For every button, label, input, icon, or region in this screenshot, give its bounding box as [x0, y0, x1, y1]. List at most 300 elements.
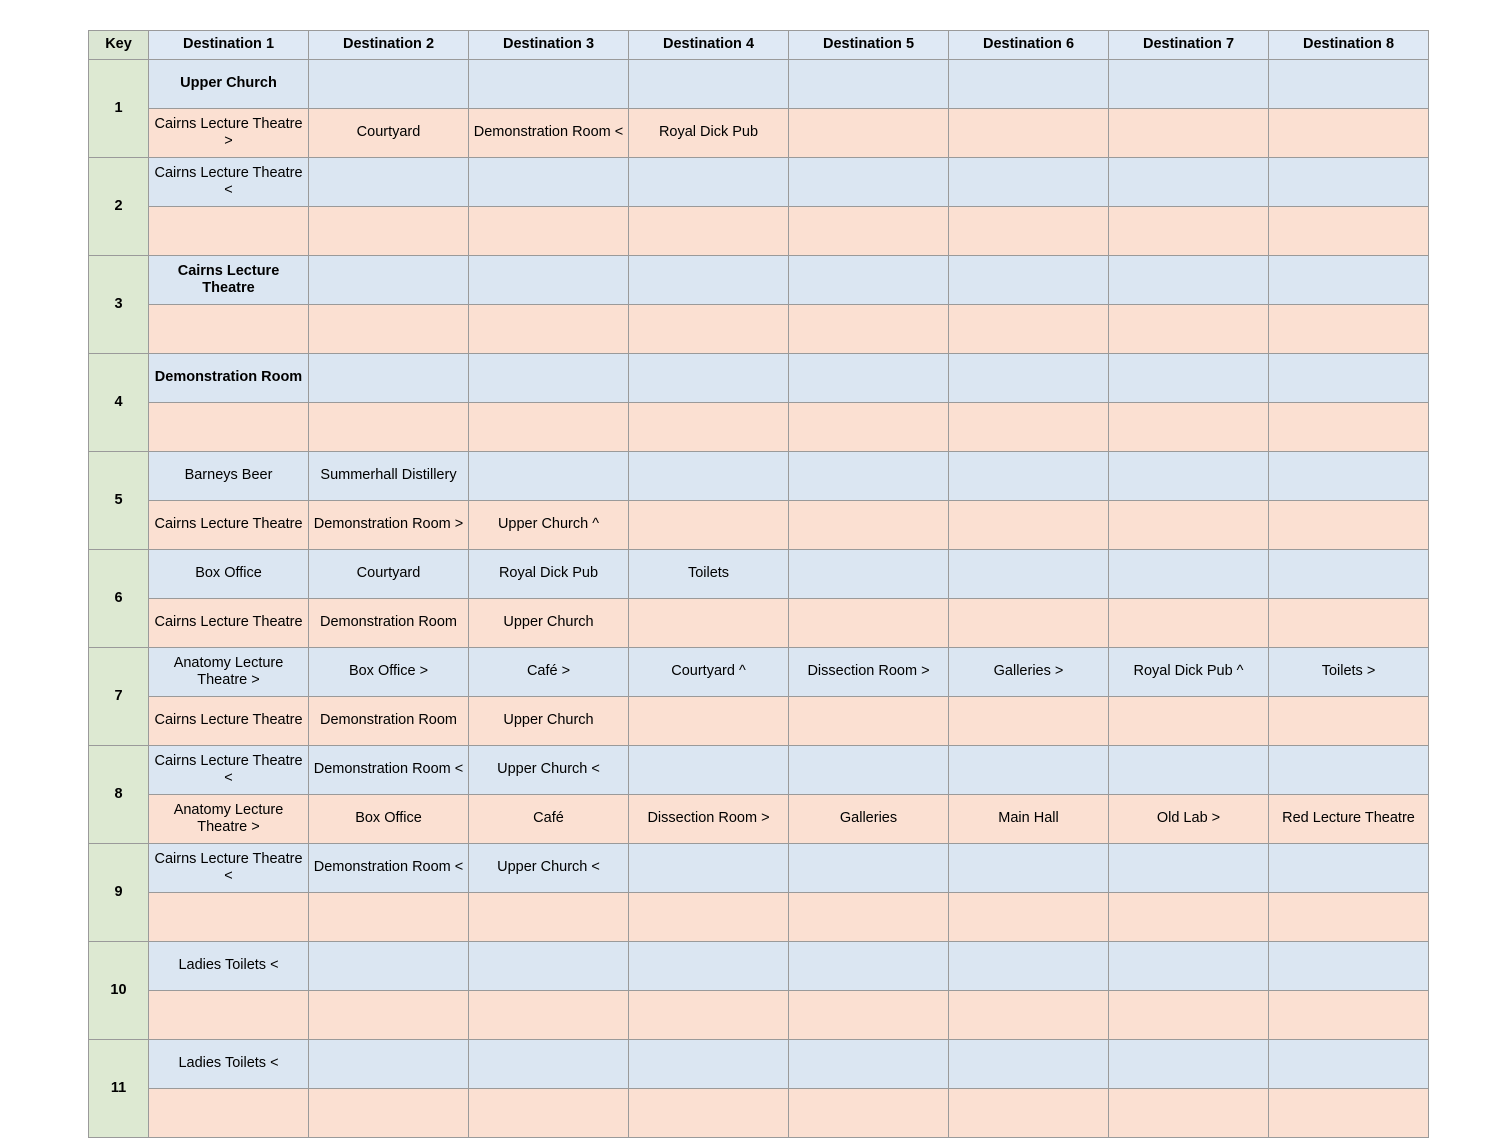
cell-text: [1109, 82, 1268, 86]
cell-text: [309, 82, 468, 86]
cell-text: [949, 278, 1108, 282]
cell-text: Old Lab >: [1156, 810, 1221, 827]
cell-blue-r11-d3: [469, 1040, 629, 1089]
cell-blue-r7-d2: [309, 648, 469, 697]
cell-blue-r10-d6: [949, 942, 1109, 991]
cell-text: [149, 915, 308, 919]
cell-peach-r4-d4: [629, 403, 789, 452]
cell-peach-r5-d8: [1269, 501, 1429, 550]
cell-text: [1109, 1013, 1268, 1017]
table-row: [89, 1040, 1429, 1089]
cell-peach-r6-d3: [469, 599, 629, 648]
cell-peach-r1-d3: [469, 109, 629, 158]
cell-text: [949, 1062, 1108, 1066]
cell-text: [949, 621, 1108, 625]
cell-text: [309, 376, 468, 380]
cell-text: [1269, 1062, 1428, 1066]
cell-peach-r4-d2: [309, 403, 469, 452]
table-row: [89, 354, 1429, 403]
cell-blue-r2-d1: [149, 158, 309, 207]
cell-peach-r8-d1: [149, 795, 309, 844]
cell-peach-r10-d5: [789, 991, 949, 1040]
row-key-cell: 6: [89, 550, 149, 648]
cell-blue-r7-d6: [949, 648, 1109, 697]
column-header-destination-5: Destination 5: [789, 31, 949, 60]
cell-text: [149, 425, 308, 429]
cell-blue-r6-d3: [469, 550, 629, 599]
cell-peach-r8-d2: [309, 795, 469, 844]
cell-peach-r9-d3: [469, 893, 629, 942]
cell-text: [309, 964, 468, 968]
cell-text: [1269, 719, 1428, 723]
cell-peach-r10-d2: [309, 991, 469, 1040]
cell-text: Cairns Lecture Theatre <: [154, 164, 303, 198]
cell-blue-r4-d3: [469, 354, 629, 403]
cell-text: [469, 180, 628, 184]
cell-text: [789, 523, 948, 527]
cell-text: Box Office >: [348, 663, 429, 680]
cell-blue-r5-d5: [789, 452, 949, 501]
cell-peach-r2-d2: [309, 207, 469, 256]
cell-peach-r2-d7: [1109, 207, 1269, 256]
cell-text: [629, 915, 788, 919]
cell-peach-r8-d3: [469, 795, 629, 844]
row-key-cell: 5: [89, 452, 149, 550]
cell-blue-r9-d7: [1109, 844, 1269, 893]
table-row: [89, 60, 1429, 109]
cell-text: [1109, 523, 1268, 527]
column-header-destination-8: Destination 8: [1269, 31, 1429, 60]
table-row: [89, 305, 1429, 354]
cell-text: [629, 229, 788, 233]
cell-blue-r1-d1: [149, 60, 309, 109]
cell-peach-r7-d4: [629, 697, 789, 746]
cell-text: [1109, 621, 1268, 625]
cell-text: [149, 327, 308, 331]
cell-text: [469, 278, 628, 282]
cell-peach-r4-d5: [789, 403, 949, 452]
cell-text: Anatomy Lecture Theatre >: [173, 801, 284, 835]
cell-blue-r10-d1: [149, 942, 309, 991]
cell-blue-r3-d2: [309, 256, 469, 305]
row-key-cell: 9: [89, 844, 149, 942]
cell-text: [789, 621, 948, 625]
cell-peach-r1-d5: [789, 109, 949, 158]
cell-text: Ladies Toilets <: [178, 957, 279, 974]
cell-text: [949, 1111, 1108, 1115]
cell-peach-r3-d4: [629, 305, 789, 354]
column-header-destination-1: Destination 1: [149, 31, 309, 60]
cell-text: [1269, 180, 1428, 184]
cell-peach-r8-d4: [629, 795, 789, 844]
cell-text: [1269, 572, 1428, 576]
column-header-destination-3: Destination 3: [469, 31, 629, 60]
cell-text: Anatomy Lecture Theatre >: [173, 654, 284, 688]
cell-blue-r10-d8: [1269, 942, 1429, 991]
cell-text: [469, 1062, 628, 1066]
cell-text: [149, 1111, 308, 1115]
table-row: [89, 1089, 1429, 1138]
cell-text: [1109, 376, 1268, 380]
cell-text: [309, 1013, 468, 1017]
cell-text: [949, 768, 1108, 772]
cell-text: Cairns Lecture Theatre <: [154, 752, 303, 786]
cell-text: [629, 1111, 788, 1115]
cell-blue-r7-d3: [469, 648, 629, 697]
cell-text: [629, 964, 788, 968]
cell-blue-r9-d8: [1269, 844, 1429, 893]
table-row: [89, 207, 1429, 256]
cell-blue-r1-d7: [1109, 60, 1269, 109]
cell-text: [629, 719, 788, 723]
cell-text: [469, 964, 628, 968]
cell-text: [789, 866, 948, 870]
cell-text: [629, 474, 788, 478]
cell-text: [789, 964, 948, 968]
cell-text: Upper Church: [503, 614, 594, 631]
cell-peach-r6-d1: [149, 599, 309, 648]
cell-text: [1269, 425, 1428, 429]
cell-peach-r6-d4: [629, 599, 789, 648]
cell-text: [1109, 964, 1268, 968]
cell-blue-r5-d2: [309, 452, 469, 501]
cell-peach-r4-d1: [149, 403, 309, 452]
cell-blue-r7-d5: [789, 648, 949, 697]
cell-peach-r2-d8: [1269, 207, 1429, 256]
cell-text: Galleries: [839, 810, 898, 827]
cell-blue-r2-d5: [789, 158, 949, 207]
cell-peach-r9-d7: [1109, 893, 1269, 942]
cell-peach-r9-d8: [1269, 893, 1429, 942]
cell-blue-r5-d3: [469, 452, 629, 501]
cell-peach-r7-d5: [789, 697, 949, 746]
cell-peach-r5-d1: [149, 501, 309, 550]
cell-blue-r4-d7: [1109, 354, 1269, 403]
cell-peach-r11-d3: [469, 1089, 629, 1138]
cell-text: [949, 474, 1108, 478]
cell-text: [1109, 278, 1268, 282]
cell-text: [1269, 1111, 1428, 1115]
cell-text: [1269, 82, 1428, 86]
cell-text: [469, 425, 628, 429]
cell-text: Royal Dick Pub ^: [1133, 663, 1244, 680]
cell-peach-r2-d3: [469, 207, 629, 256]
cell-text: Demonstration Room <: [313, 859, 464, 876]
cell-text: Ladies Toilets <: [178, 1055, 279, 1072]
cell-text: [469, 1013, 628, 1017]
cell-text: [789, 1062, 948, 1066]
cell-peach-r1-d4: [629, 109, 789, 158]
row-key-cell: 7: [89, 648, 149, 746]
cell-text: [309, 425, 468, 429]
cell-text: [629, 523, 788, 527]
cell-blue-r11-d5: [789, 1040, 949, 1089]
cell-text: [1269, 866, 1428, 870]
cell-blue-r3-d1: [149, 256, 309, 305]
table-row: [89, 158, 1429, 207]
cell-text: Royal Dick Pub: [658, 124, 759, 141]
cell-blue-r9-d2: [309, 844, 469, 893]
cell-text: [949, 229, 1108, 233]
cell-text: [949, 376, 1108, 380]
cell-blue-r3-d8: [1269, 256, 1429, 305]
cell-blue-r5-d4: [629, 452, 789, 501]
cell-peach-r10-d1: [149, 991, 309, 1040]
row-key-cell: 3: [89, 256, 149, 354]
cell-blue-r3-d6: [949, 256, 1109, 305]
table-row: [89, 550, 1429, 599]
cell-peach-r4-d7: [1109, 403, 1269, 452]
cell-text: [309, 1111, 468, 1115]
cell-blue-r6-d1: [149, 550, 309, 599]
table-row: [89, 648, 1429, 697]
cell-text: Café: [533, 810, 564, 827]
cell-text: [949, 327, 1108, 331]
cell-text: [629, 278, 788, 282]
cell-peach-r6-d2: [309, 599, 469, 648]
cell-text: [469, 376, 628, 380]
cell-blue-r2-d3: [469, 158, 629, 207]
table-row: [89, 942, 1429, 991]
cell-text: Summerhall Distillery: [320, 467, 457, 484]
cell-text: [1269, 523, 1428, 527]
cell-text: [949, 572, 1108, 576]
cell-peach-r5-d4: [629, 501, 789, 550]
cell-text: Cairns Lecture Theatre: [177, 262, 280, 296]
cell-text: [629, 180, 788, 184]
cell-peach-r9-d2: [309, 893, 469, 942]
row-key-cell: 10: [89, 942, 149, 1040]
cell-text: [1269, 131, 1428, 135]
cell-blue-r4-d8: [1269, 354, 1429, 403]
cell-text: [1269, 768, 1428, 772]
cell-text: [1269, 278, 1428, 282]
destinations-table: [88, 30, 1429, 1138]
cell-blue-r3-d5: [789, 256, 949, 305]
cell-text: Box Office: [195, 565, 262, 582]
cell-text: Demonstration Room: [320, 712, 457, 729]
cell-text: [1109, 1062, 1268, 1066]
cell-peach-r3-d5: [789, 305, 949, 354]
table-row: [89, 256, 1429, 305]
cell-blue-r5-d7: [1109, 452, 1269, 501]
cell-text: Demonstration Room <: [313, 761, 464, 778]
table-row: [89, 844, 1429, 893]
cell-blue-r6-d7: [1109, 550, 1269, 599]
column-header-destination-2: Destination 2: [309, 31, 469, 60]
cell-text: [629, 82, 788, 86]
cell-text: Cairns Lecture Theatre: [154, 516, 303, 533]
cell-blue-r4-d6: [949, 354, 1109, 403]
table-row: [89, 697, 1429, 746]
cell-blue-r1-d3: [469, 60, 629, 109]
cell-blue-r11-d7: [1109, 1040, 1269, 1089]
cell-text: [789, 180, 948, 184]
cell-text: [789, 768, 948, 772]
cell-text: Courtyard: [356, 565, 421, 582]
row-key-cell: 4: [89, 354, 149, 452]
destinations-sheet: [88, 30, 1428, 1138]
cell-blue-r5-d8: [1269, 452, 1429, 501]
cell-peach-r6-d5: [789, 599, 949, 648]
cell-text: [789, 915, 948, 919]
column-header-destination-4: Destination 4: [629, 31, 789, 60]
cell-peach-r2-d4: [629, 207, 789, 256]
row-key-cell: 2: [89, 158, 149, 256]
cell-text: [629, 621, 788, 625]
cell-text: Upper Church: [503, 712, 594, 729]
cell-blue-r6-d6: [949, 550, 1109, 599]
cell-blue-r2-d7: [1109, 158, 1269, 207]
cell-text: Red Lecture Theatre: [1282, 810, 1415, 827]
cell-text: [629, 1013, 788, 1017]
cell-text: [309, 327, 468, 331]
cell-blue-r9-d1: [149, 844, 309, 893]
cell-text: Upper Church: [180, 75, 277, 92]
cell-peach-r7-d7: [1109, 697, 1269, 746]
cell-text: [149, 229, 308, 233]
cell-peach-r5-d2: [309, 501, 469, 550]
cell-text: [629, 768, 788, 772]
cell-text: [1109, 866, 1268, 870]
cell-peach-r2-d1: [149, 207, 309, 256]
cell-peach-r3-d8: [1269, 305, 1429, 354]
cell-text: Toilets >: [1321, 663, 1376, 680]
cell-blue-r5-d1: [149, 452, 309, 501]
cell-peach-r5-d3: [469, 501, 629, 550]
cell-text: [789, 229, 948, 233]
column-header-destination-7: Destination 7: [1109, 31, 1269, 60]
cell-text: Dissection Room >: [647, 810, 770, 827]
cell-text: [469, 474, 628, 478]
cell-text: Demonstration Room >: [313, 516, 464, 533]
cell-text: Cairns Lecture Theatre: [154, 614, 303, 631]
cell-text: Box Office: [355, 810, 422, 827]
cell-peach-r3-d2: [309, 305, 469, 354]
cell-blue-r4-d1: [149, 354, 309, 403]
cell-text: [1109, 327, 1268, 331]
cell-text: [1109, 1111, 1268, 1115]
cell-text: [789, 425, 948, 429]
cell-blue-r9-d5: [789, 844, 949, 893]
cell-blue-r10-d4: [629, 942, 789, 991]
cell-blue-r11-d8: [1269, 1040, 1429, 1089]
column-header-destination-6: Destination 6: [949, 31, 1109, 60]
cell-text: [949, 719, 1108, 723]
row-key-cell: 8: [89, 746, 149, 844]
cell-peach-r6-d6: [949, 599, 1109, 648]
cell-peach-r10-d4: [629, 991, 789, 1040]
cell-text: Royal Dick Pub: [498, 565, 599, 582]
cell-text: Main Hall: [998, 810, 1059, 827]
cell-blue-r7-d1: [149, 648, 309, 697]
cell-peach-r11-d2: [309, 1089, 469, 1138]
cell-blue-r1-d5: [789, 60, 949, 109]
cell-text: [789, 572, 948, 576]
cell-peach-r3-d1: [149, 305, 309, 354]
cell-blue-r8-d1: [149, 746, 309, 795]
cell-text: [1109, 915, 1268, 919]
cell-blue-r10-d5: [789, 942, 949, 991]
cell-peach-r5-d6: [949, 501, 1109, 550]
cell-text: Cairns Lecture Theatre <: [154, 850, 303, 884]
cell-peach-r6-d7: [1109, 599, 1269, 648]
cell-text: [1109, 131, 1268, 135]
cell-text: [949, 523, 1108, 527]
cell-text: [309, 915, 468, 919]
table-row: [89, 501, 1429, 550]
cell-blue-r8-d7: [1109, 746, 1269, 795]
cell-text: Café >: [526, 663, 571, 680]
cell-peach-r2-d5: [789, 207, 949, 256]
cell-blue-r9-d3: [469, 844, 629, 893]
row-key-cell: 1: [89, 60, 149, 158]
cell-blue-r3-d3: [469, 256, 629, 305]
cell-text: [1269, 376, 1428, 380]
cell-blue-r3-d7: [1109, 256, 1269, 305]
cell-text: [1269, 229, 1428, 233]
cell-text: [469, 327, 628, 331]
cell-text: [629, 1062, 788, 1066]
cell-text: [1109, 572, 1268, 576]
cell-text: [949, 964, 1108, 968]
cell-text: [1109, 474, 1268, 478]
cell-peach-r3-d6: [949, 305, 1109, 354]
cell-peach-r3-d7: [1109, 305, 1269, 354]
cell-blue-r6-d4: [629, 550, 789, 599]
cell-blue-r2-d6: [949, 158, 1109, 207]
column-header-key: Key: [89, 31, 149, 60]
cell-blue-r2-d2: [309, 158, 469, 207]
cell-text: [949, 866, 1108, 870]
cell-text: [949, 425, 1108, 429]
cell-peach-r10-d7: [1109, 991, 1269, 1040]
cell-blue-r1-d2: [309, 60, 469, 109]
cell-text: Courtyard: [356, 124, 421, 141]
cell-peach-r10-d8: [1269, 991, 1429, 1040]
cell-text: [789, 278, 948, 282]
cell-text: [1269, 621, 1428, 625]
cell-text: [949, 82, 1108, 86]
cell-text: [149, 1013, 308, 1017]
cell-text: [789, 474, 948, 478]
cell-blue-r8-d8: [1269, 746, 1429, 795]
cell-blue-r8-d3: [469, 746, 629, 795]
cell-text: Upper Church <: [497, 761, 600, 778]
cell-text: [629, 327, 788, 331]
cell-blue-r1-d4: [629, 60, 789, 109]
header-row: [89, 31, 1429, 60]
cell-text: [1269, 1013, 1428, 1017]
cell-text: [789, 1013, 948, 1017]
cell-peach-r1-d6: [949, 109, 1109, 158]
cell-peach-r5-d7: [1109, 501, 1269, 550]
table-header: [89, 31, 1429, 60]
cell-peach-r8-d5: [789, 795, 949, 844]
cell-text: [789, 82, 948, 86]
cell-peach-r7-d3: [469, 697, 629, 746]
cell-blue-r4-d5: [789, 354, 949, 403]
cell-peach-r7-d2: [309, 697, 469, 746]
cell-peach-r6-d8: [1269, 599, 1429, 648]
cell-blue-r10-d2: [309, 942, 469, 991]
cell-text: [469, 1111, 628, 1115]
cell-blue-r8-d6: [949, 746, 1109, 795]
cell-text: [949, 1013, 1108, 1017]
cell-text: Courtyard ^: [671, 663, 746, 680]
cell-blue-r9-d6: [949, 844, 1109, 893]
cell-peach-r1-d7: [1109, 109, 1269, 158]
